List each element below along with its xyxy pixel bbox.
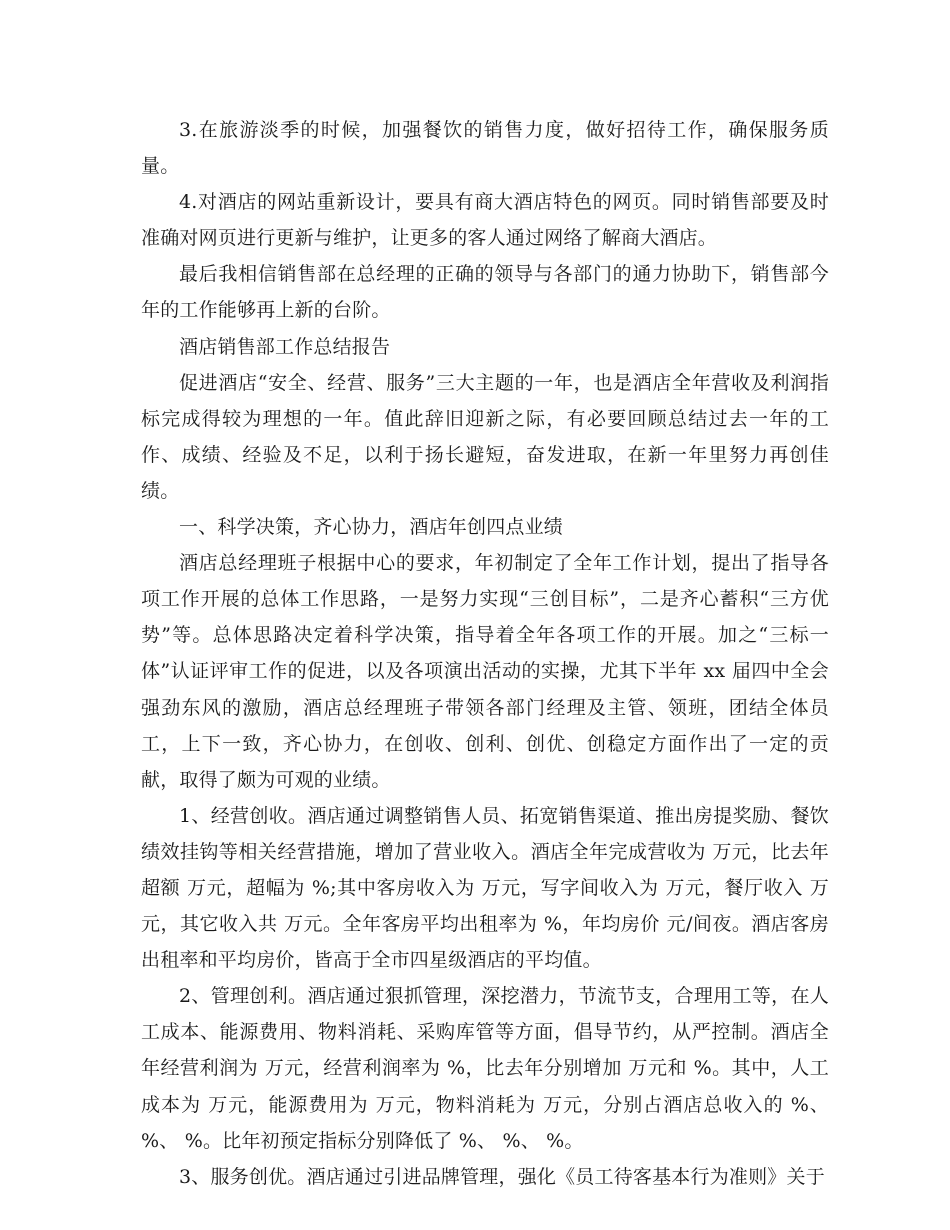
section-heading-1: 一、科学决策，齐心协力，酒店年创四点业绩 bbox=[179, 516, 564, 539]
paragraph-item-3: 3.在旅游淡季的时候，加强餐饮的销售力度，做好招待工作，确保服务质量。 bbox=[141, 119, 829, 178]
paragraph-service-excellence: 3、服务创优。酒店通过引进品牌管理，强化《员工待客基本行为准则》关于 bbox=[179, 1165, 825, 1188]
paragraph-conclusion: 最后我相信销售部在总经理的正确的领导与各部门的通力协助下，销售部今年的工作能够再上新的台阶。 bbox=[141, 263, 829, 322]
document-page bbox=[141, 112, 829, 1195]
paragraph-operating-revenue: 1、经营创收。酒店通过调整销售人员、拓宽销售渠道、推出房提奖励、餐饮绩效挂钩等相关经营措施，增加了营业收入。酒店全年完成营收为 万元，比去年超额 万元，超幅为 %;其中客房收入为 万元，写字间收入为 万元，餐厅收入 万元，其它收入共 万元。全年客房平均出租率为 %，年均房价 元/间夜。酒店客房出租率和平均房价，皆高于全市四星级酒店的平均值。 bbox=[141, 804, 829, 972]
paragraph-item-4: 4.对酒店的网站重新设计，要具有商大酒店特色的网页。同时销售部要及时准确对网页进行更新与维护，让更多的客人通过网络了解商大酒店。 bbox=[141, 191, 829, 250]
paragraph-management-profit: 2、管理创利。酒店通过狠抓管理，深挖潜力，节流节支，合理用工等，在人工成本、能源费用、物料消耗、采购库管等方面，倡导节约，从严控制。酒店全年经营利润为 万元，经营利润率为 %，比去年分别增加 万元和 %。其中，人工成本为 万元，能源费用为 万元，物料消耗为 万元，分别占酒店总收入的 %、 %、 %。比年初预定指标分别降低了 %、 %、 %。 bbox=[141, 985, 829, 1152]
paragraph-intro: 促进酒店“安全、经营、服务”三大主题的一年，也是酒店全年营收及利润指标完成得较为理想的一年。值此辞旧迎新之际，有必要回顾总结过去一年的工作、成绩、经验及不足，以利于扬长避短，奋发进取，在新一年里努力再创佳绩。 bbox=[141, 371, 829, 502]
report-title: 酒店销售部工作总结报告 bbox=[179, 335, 391, 358]
paragraph-section-1-body: 酒店总经理班子根据中心的要求，年初制定了全年工作计划，提出了指导各项工作开展的总体工作思路，一是努力实现“三创目标”，二是齐心蓄积“三方优势”等。总体思路决定着科学决策，指导着全年各项工作的开展。加之“三标一体”认证评审工作的促进，以及各项演出活动的实操，尤其下半年 xx 届四中全会强劲东风的激励，酒店总经理班子带领各部门经理及主管、领班，团结全体员工，上下一致，齐心协力，在创收、创利、创优、创稳定方面作出了一定的贡献，取得了颇为可观的业绩。 bbox=[141, 552, 829, 791]
